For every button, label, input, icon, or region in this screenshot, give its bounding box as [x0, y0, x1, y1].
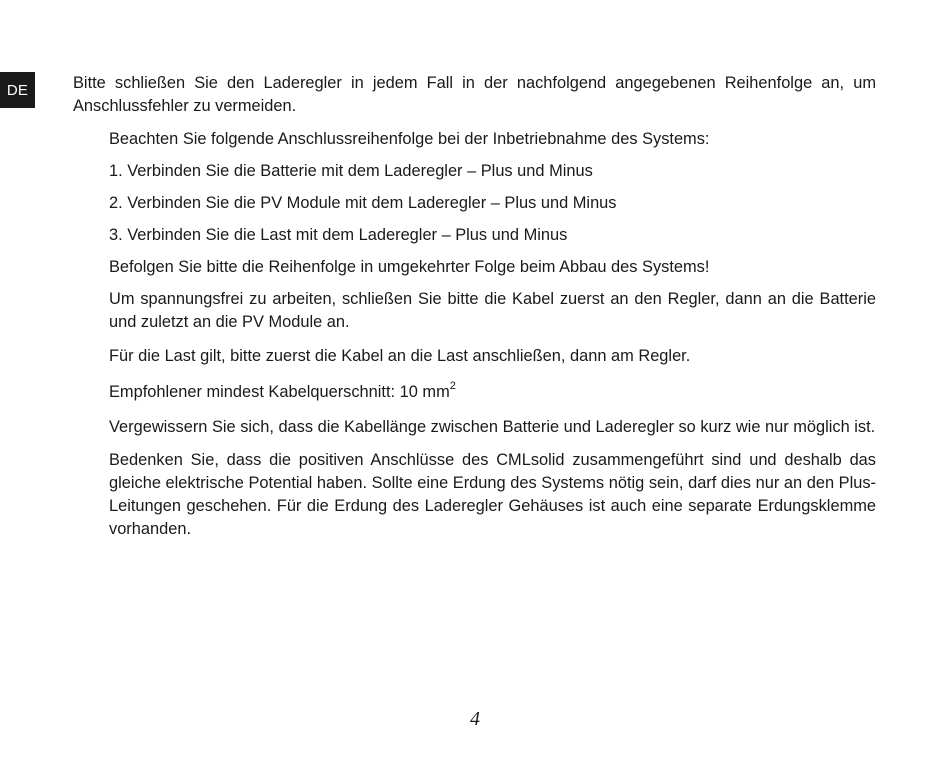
- step-item-1: 1. Verbinden Sie die Batterie mit dem Laderegler – Plus und Minus: [109, 162, 593, 180]
- cable-cross-section-note: [109, 381, 876, 404]
- order-heading: Beachten Sie folgende Anschlussreihenfolge bei der Inbetriebnahme des Systems:: [109, 130, 710, 148]
- reverse-order-note: Befolgen Sie bitte die Reihenfolge in umgekehrter Folge beim Abbau des Systems!: [109, 258, 710, 276]
- intro-paragraph: Bitte schließen Sie den Laderegler in jedem Fall in der nachfolgend angegebenen Reihenfolge an, um Anschlussfehler zu vermeiden.: [73, 74, 876, 115]
- voltage-free-paragraph: Um spannungsfrei zu arbeiten, schließen Sie bitte die Kabel zuerst an den Regler, dann an die Batterie und zuletzt an die PV Module an.: [109, 290, 876, 331]
- language-tab: DE: [0, 72, 35, 108]
- step-item-2: 2. Verbinden Sie die PV Module mit dem Laderegler – Plus und Minus: [109, 194, 617, 212]
- instructions-section: [109, 128, 876, 541]
- cable-length-paragraph: Vergewissern Sie sich, dass die Kabellänge zwischen Batterie und Laderegler so kurz wie nur möglich ist.: [109, 418, 876, 436]
- grounding-paragraph: Bedenken Sie, dass die positiven Anschlüsse des CMLsolid zusammengeführt sind und deshalb das gleiche elektrische Potential haben. Sollte eine Erdung des Systems nötig sein, darf dies nur an den Plus-Leitungen geschehen. Für die Erdung des Laderegler Gehäuses ist auch eine separate Erdungsklemme vorhanden.: [109, 451, 876, 538]
- cable-cross-section-text: Empfohlener mindest Kabelquerschnitt: 10 mm: [109, 383, 450, 401]
- cable-cross-section-superscript: 2: [449, 380, 456, 392]
- load-note: Für die Last gilt, bitte zuerst die Kabel an die Last anschließen, dann am Regler.: [109, 347, 691, 365]
- step-item-3: 3. Verbinden Sie die Last mit dem Laderegler – Plus und Minus: [109, 226, 568, 244]
- page-number: 4: [470, 708, 480, 730]
